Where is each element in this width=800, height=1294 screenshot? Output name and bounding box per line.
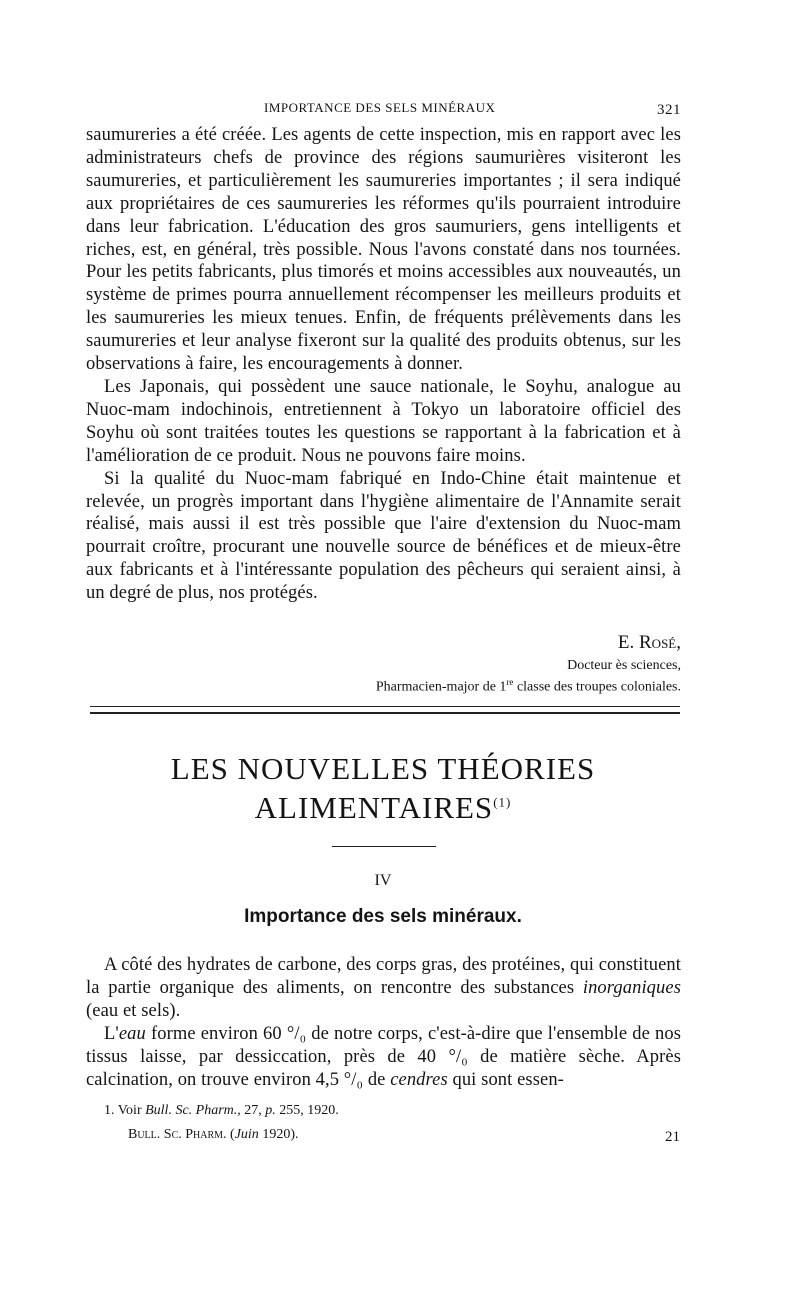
article-theories-body: [86, 954, 681, 1091]
footnote-ref: (1): [493, 794, 512, 810]
signature-affiliation: Pharmacien-major de 1re classe des troupes coloniales.: [375, 677, 681, 695]
section-number: IV: [374, 872, 392, 889]
signature-title: Docteur ès sciences,: [567, 658, 681, 673]
paragraph: L'eau forme environ 60 °/₀ de notre corps, c'est-à-dire que l'ensemble de nos tissus laisse, par dessiccation, près de 40 °/₀ de matière sèche. Après calcination, on trouve environ 4,5 °/₀ de cendres qui sont essen-: [86, 1023, 681, 1090]
journal-footer: Bull. Sc. Pharm. (Juin 1920).: [128, 1127, 299, 1142]
paragraph: saumureries a été créée. Les agents de cette inspection, mis en rapport avec les administrateurs chefs de province des régions saumurières visiteront les saumureries, et particulièrement les saumureries importantes ; il sera indiqué aux propriétaires de ces saumureries les réformes qu'ils pourraient introduire dans leur fabrication. L'éducation des gros saumuriers, gens intelligents et riches, est, en général, très possible. Nous l'avons constaté dans nos tournées. Pour les petits fabricants, plus timorés et moins accessibles aux nouveautés, un système de primes pourra annuellement récompenser les meilleurs produits et les saumureries les mieux tenues. Enfin, de fréquents prélèvements dans les saumureries et leur analyse fixeront sur la qualité des produits obtenus, sur les observations à faire, les encouragements à donner.: [86, 125, 681, 375]
section-divider: [90, 706, 680, 714]
signature-name: E. Rosé,: [617, 632, 681, 653]
paragraph: Les Japonais, qui possèdent une sauce nationale, le Soyhu, analogue au Nuoc-mam indochinois, entretiennent à Tokyo un laboratoire officiel des Soyhu où sont traitées toutes les questions se rapportant à la fabrication et à l'amélioration de ce produit. Nous ne pouvons faire moins.: [86, 376, 681, 466]
running-header: [86, 100, 681, 124]
footnote: 1. Voir Bull. Sc. Pharm., 27, p. 255, 1920.: [104, 1103, 339, 1118]
paragraph: A côté des hydrates de carbone, des corps gras, des protéines, qui constituent la partie organique des aliments, on rencontre des substances inorganiques (eau et sels).: [86, 955, 681, 1021]
title-rule: [332, 846, 436, 847]
article-title-line-1: LES NOUVELLES THÉORIES: [170, 751, 596, 786]
article-title-line-2: ALIMENTAIRES$^{(1)}$: [254, 790, 512, 825]
paragraph: Si la qualité du Nuoc-mam fabriqué en Indo-Chine était maintenue et relevée, un progrès important dans l'hygiène alimentaire de l'Annamite serait réalisé, mais aussi il est très possible que l'aire d'extension du Nuoc-mam pourrait croître, procurant une nouvelle source de bénéfices et de mieux-être aux fabricants et à l'intéressante population des pêcheurs qui seraient ainsi, à un degré de plus, nos protégés.: [86, 468, 681, 604]
signature-number: 21: [665, 1129, 680, 1145]
page-number: 321: [657, 102, 681, 118]
article-rose-body: [86, 124, 681, 605]
section-title: Importance des sels minéraux.: [244, 906, 522, 927]
running-title: IMPORTANCE DES SELS MINÉRAUX: [264, 100, 496, 115]
